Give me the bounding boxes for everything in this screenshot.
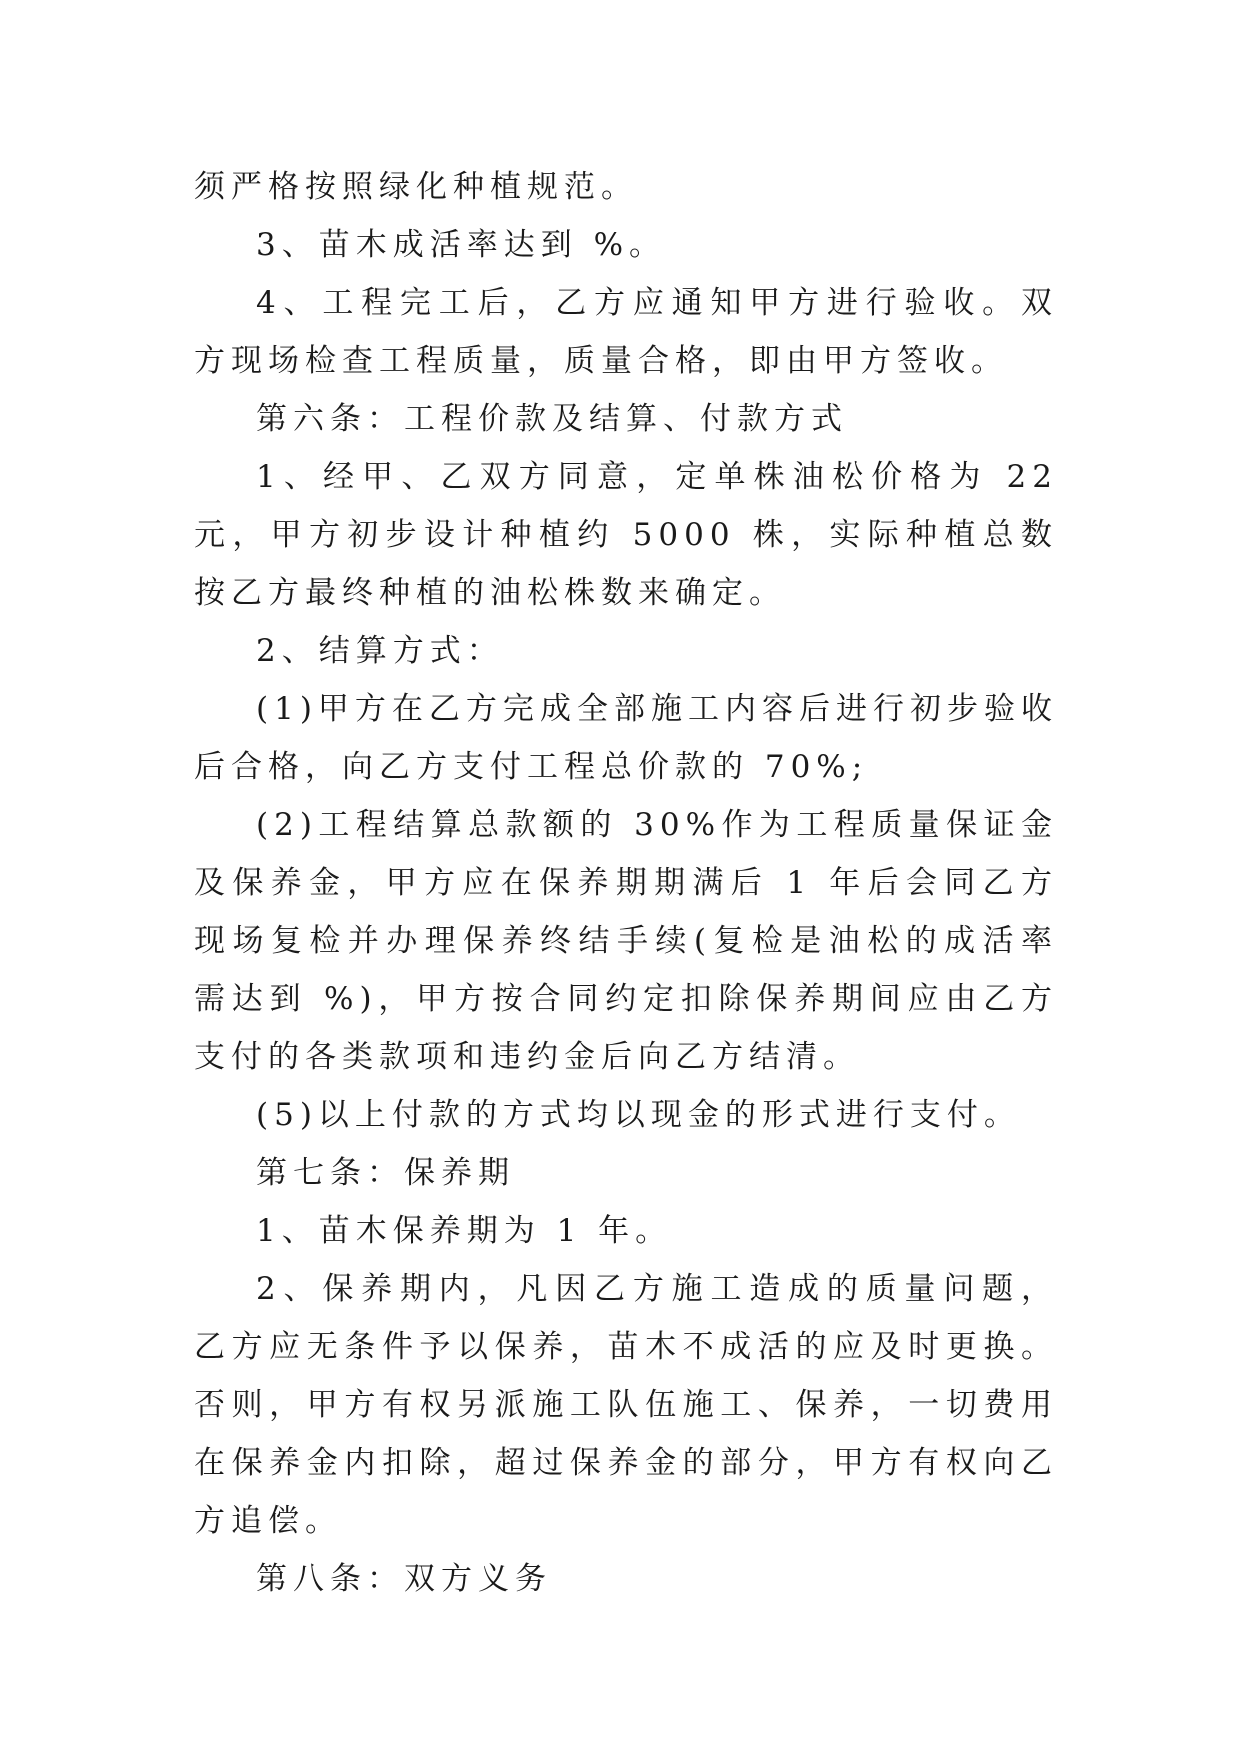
document-body: [194, 158, 1058, 1608]
paragraph: (5)以上付款的方式均以现金的形式进行支付。: [256, 1097, 1021, 1133]
paragraph: 2、保养期内，凡因乙方施工造成的质量问题，乙方应无条件予以保养，苗木不成活的应及时更换。否则，甲方有权另派施工队伍施工、保养，一切费用在保养金内扣除，超过保养金的部分，甲方有权向乙方追偿。: [194, 1271, 1058, 1539]
paragraph: 1、苗木保养期为 1 年。: [256, 1213, 673, 1249]
paragraph: 3、苗木成活率达到 %。: [256, 227, 667, 263]
paragraph: (1)甲方在乙方完成全部施工内容后进行初步验收后合格，向乙方支付工程总价款的 70%;: [194, 691, 1058, 785]
paragraph: 1、经甲、乙双方同意，定单株油松价格为 22 元，甲方初步设计种植约 5000 株，实际种植总数按乙方最终种植的油松株数来确定。: [194, 459, 1058, 611]
paragraph: (2)工程结算总款额的 30%作为工程质量保证金及保养金，甲方应在保养期期满后 1 年后会同乙方现场复检并办理保养终结手续(复检是油松的成活率需达到 %)，甲方按合同约定扣除保养期间应由乙方支付的各类款项和违约金后向乙方结清。: [194, 807, 1058, 1075]
section-heading: 第七条：保养期: [256, 1155, 515, 1191]
paragraph: 4、工程完工后，乙方应通知甲方进行验收。双方现场检查工程质量，质量合格，即由甲方签收。: [194, 285, 1058, 379]
section-heading: 第六条：工程价款及结算、付款方式: [256, 401, 848, 437]
paragraph: 2、结算方式：: [256, 633, 504, 669]
section-heading: 第八条：双方义务: [256, 1561, 552, 1597]
paragraph: 须严格按照绿化种植规范。: [194, 169, 638, 205]
